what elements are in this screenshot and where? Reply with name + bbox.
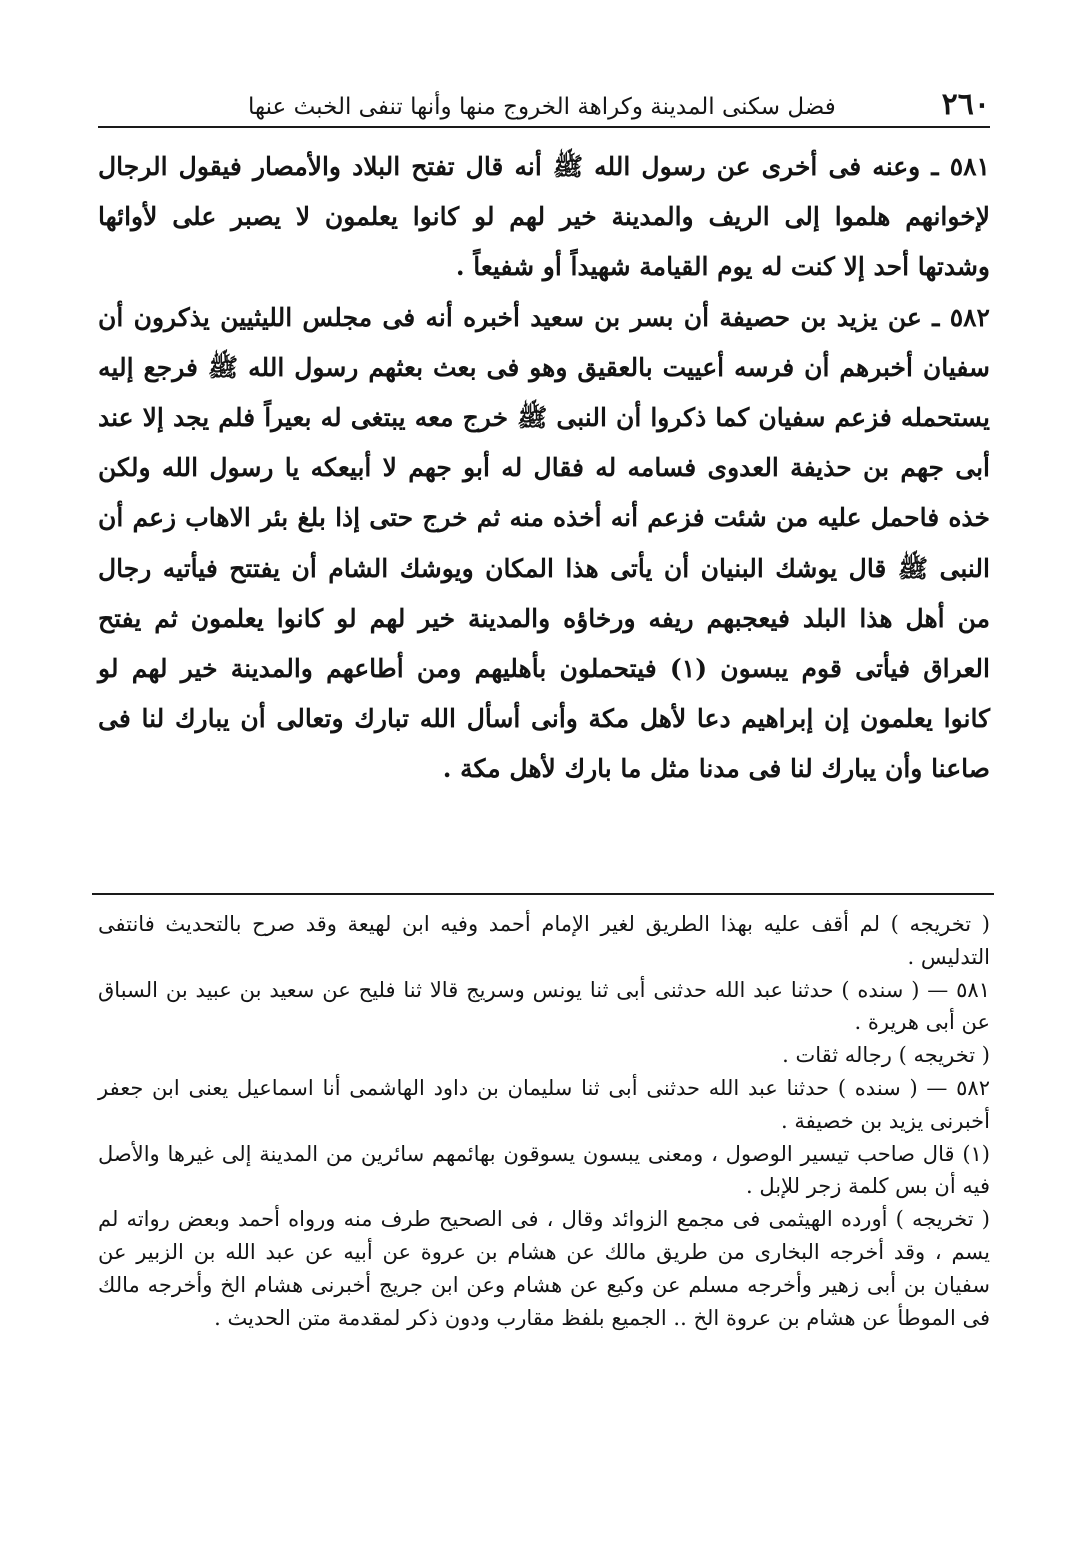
footnote-sanad-582: ٥٨٢ — ( سنده ) حدثنا عبد الله حدثنى أبى ثنا سليمان بن داود الهاشمى أنا اسماعيل يعنى ابن جعفر أخبرنى يزيد بن خصيفة . (98, 1075, 990, 1133)
footnote-sanad-581: ٥٨١ — ( سنده ) حدثنا عبد الله حدثنى أبى ثنا يونس وسريج قالا ثنا فليح عن سعيد بن عبيد بن السباق عن أبى هريرة . (98, 977, 990, 1035)
page-header (98, 78, 990, 128)
hadith-582: ٥٨٢ ـ عن يزيد بن حصيفة أن بسر بن سعيد أخبره أنه فى مجلس الليثيين يذكرون أن سفيان أخبرهم أن فرسه أعييت بالعقيق وهو فى بعث بعثهم رسول الله ﷺ فرجع إليه يستحمله فزعم سفيان كما ذكروا أن النبى ﷺ خرج معه يبتغى له بعيراً فلم يجد إلا عند أبى جهم بن حذيفة العدوى فسامه له فقال له أبو جهم لا أبيعكه يا رسول الله ولكن خذه فاحمل عليه من شئت فزعم أنه أخذه منه ثم خرج حتى إذا بلغ بئر الاهاب زعم أن النبى ﷺ قال يوشك البنيان أن يأتى هذا المكان ويوشك الشام أن يفتتح فيأتيه رجال من أهل هذا البلد فيعجبهم ريفه ورخاؤه والمدينة خير لهم لو كانوا يعلمون ثم يفتح العراق فيأتى قوم يبسون (١) فيتحملون بأهليهم ومن أطاعهم والمدينة خير لهم لو كانوا يعلمون إن إبراهيم دعا لأهل مكة وأنى أسأل الله تبارك وتعالى أن يبارك لنا فى صاعنا وأن يبارك لنا فى مدنا مثل ما بارك لأهل مكة . (98, 302, 990, 784)
footnote-takhrij-582: ( تخريجه ) أورده الهيثمى فى مجمع الزوائد وقال ، فى الصحيح طرف منه ورواه أحمد وبعض رواته لم يسم ، وقد أخرجه البخارى من طريق مالك عن هشام بن عروة عن أبيه عن عبد الله بن الزبير عن سفيان بن أبى زهير وأخرجه مسلم عن وكيع عن هشام وعن ابن جريج أخبرنى هشام الخ وأخرجه مالك فى الموطأ عن هشام بن عروة الخ .. الجميع بلفظ مقارب ودون ذكر لمقدمة متن الحديث . (98, 1207, 990, 1330)
footnote-divider (92, 893, 994, 895)
page-number: ٢٦٠ (941, 87, 990, 122)
main-text (98, 142, 990, 795)
footnotes (98, 908, 990, 1334)
hadith-581: ٥٨١ ـ وعنه فى أخرى عن رسول الله ﷺ أنه قال تفتح البلاد والأمصار فيقول الرجال لإخوانهم هلموا إلى الريف والمدينة خير لهم لو كانوا يعلمون لا يصبر على لأوائها وشدتها أحد إلا كنت له يوم القيامة شهيداً أو شفيعاً . (98, 152, 990, 282)
footnote-1: (١) قال صاحب تيسير الوصول ، ومعنى يبسون يسوقون بهائمهم سائرين من المدينة إلى غيرها والأصل فيه أن بس كلمة زجر للإبل . (98, 1141, 990, 1199)
running-head: فضل سكنى المدينة وكراهة الخروج منها وأنها تنفى الخبث عنها (248, 94, 836, 120)
footnote-takhrij-580: ( تخريجه ) لم أقف عليه بهذا الطريق لغير الإمام أحمد وفيه ابن لهيعة وقد صرح بالتحديث فانتفى التدليس . (98, 912, 990, 969)
footnote-takhrij-581: ( تخريجه ) رجاله ثقات . (782, 1043, 990, 1068)
